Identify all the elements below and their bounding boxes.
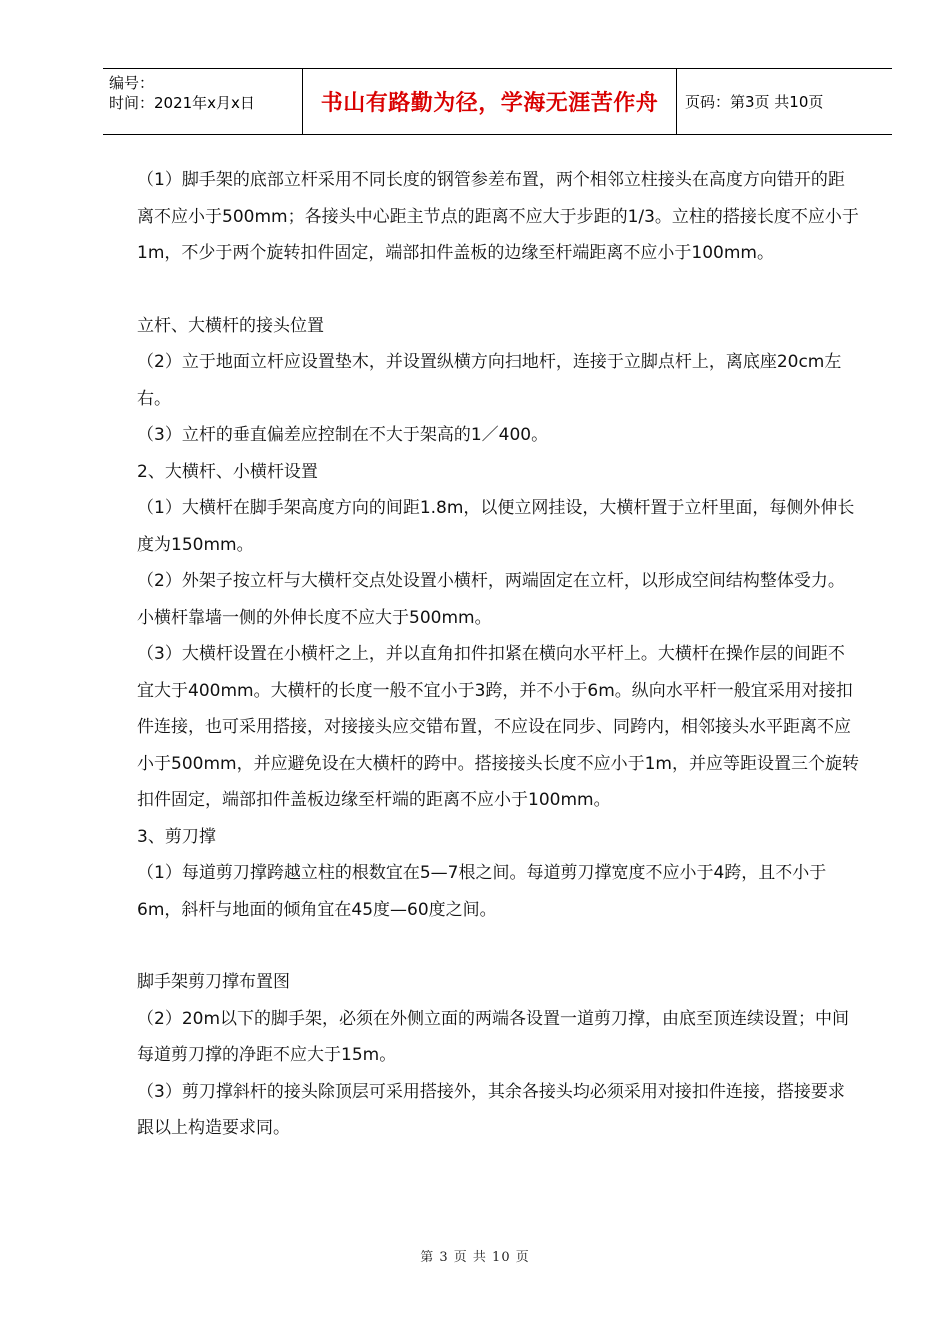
header-page-label: 页码：第3页 共10页 [685,93,824,111]
paragraph: （3）立杆的垂直偏差应控制在不大于架高的1／400。 [137,425,549,445]
header-motto: 书山有路勤为径，学海无涯苦作舟 [303,69,677,134]
figure-gap [137,928,859,964]
figure-gap [137,272,859,308]
figure-caption: 立杆、大横杆的接头位置 [137,315,324,336]
document-body [137,162,859,1147]
paragraph: （3）大横杆设置在小横杆之上，并以直角扣件扣紧在横向水平杆上。大横杆在操作层的间距不宜大于400mm。大横杆的长度一般不宜小于3跨，并不小于6m。纵向水平杆一般宜采用对接扣件连接，也可采用搭接，对接接头应交错布置，不应设在同步、同跨内，相邻接头水平距离不应小于500mm，并应避免设在大横杆的跨中。搭接接头长度不应小于1m，并应等距设置三个旋转扣件固定，端部扣件盖板边缘至杆端的距离不应小于100mm。 [137,644,859,810]
document-number-label: 编号： [109,74,155,92]
section-heading: 3、剪刀撑 [137,826,216,847]
document-date-label: 时间：2021年x月x日 [109,94,255,112]
paragraph: （2）外架子按立杆与大横杆交点处设置小横杆，两端固定在立杆，以形成空间结构整体受力。小横杆靠墙一侧的外伸长度不应大于500mm。 [137,571,845,628]
page-footer: 第 3 页 共 10 页 [420,1250,530,1265]
page-header [103,68,892,135]
paragraph: （1）脚手架的底部立杆采用不同长度的钢管参差布置，两个相邻立柱接头在高度方向错开的距离不应小于500mm；各接头中心距主节点的距离不应大于步距的1/3。立柱的搭接长度不应小于1m，不少于两个旋转扣件固定，端部扣件盖板的边缘至杆端距离不应小于100mm。 [137,170,859,263]
section-heading: 2、大横杆、小横杆设置 [137,461,318,482]
paragraph: （3）剪刀撑斜杆的接头除顶层可采用搭接外，其余各接头均必须采用对接扣件连接，搭接要求跟以上构造要求同。 [137,1081,845,1138]
paragraph: （2）立于地面立杆应设置垫木，并设置纵横方向扫地杆，连接于立脚点杆上，离底座20cm左右。 [137,352,842,409]
paragraph: （1）大横杆在脚手架高度方向的间距1.8m，以便立网挂设，大横杆置于立杆里面，每侧外伸长度为150mm。 [137,498,855,555]
figure-caption: 脚手架剪刀撑布置图 [137,972,290,992]
paragraph: （2）20m以下的脚手架，必须在外侧立面的两端各设置一道剪刀撑，由底至顶连续设置；中间每道剪刀撑的净距不应大于15m。 [137,1008,850,1065]
header-meta [103,69,303,134]
paragraph: （1）每道剪刀撑跨越立柱的根数宜在5—7根之间。每道剪刀撑宽度不应小于4跨，且不小于6m，斜杆与地面的倾角宜在45度—60度之间。 [137,863,827,920]
